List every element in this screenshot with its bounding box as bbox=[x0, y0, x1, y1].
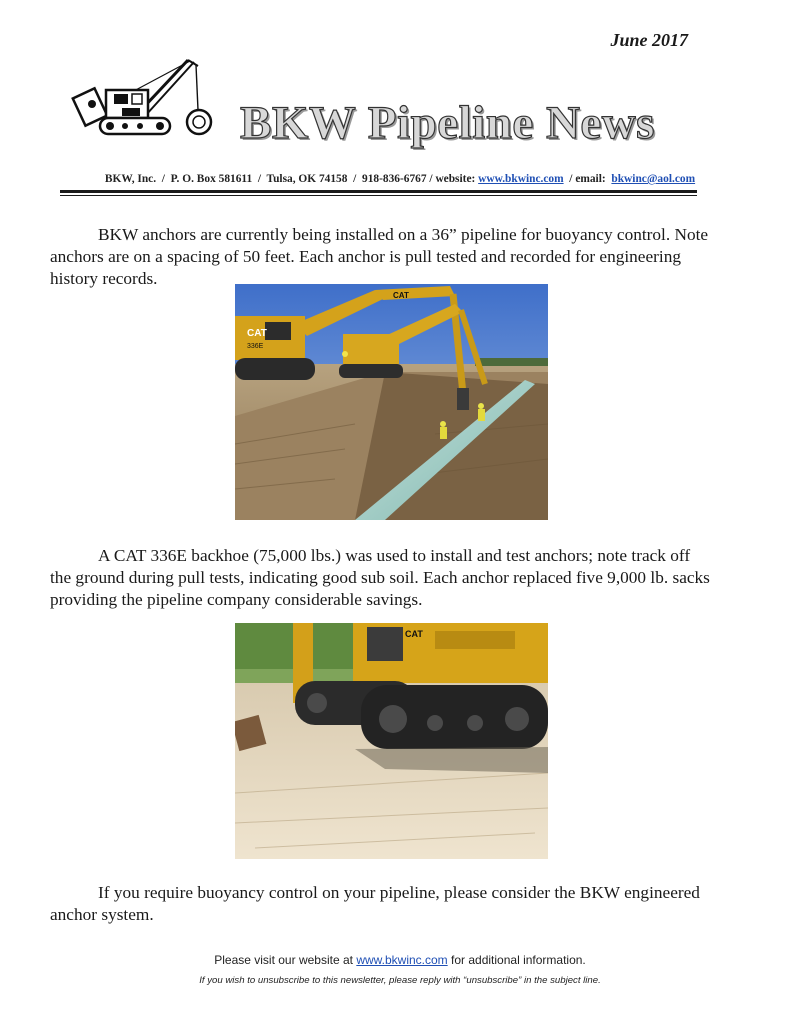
issue-date: June 2017 bbox=[610, 30, 688, 50]
footer-unsubscribe-notice: If you wish to unsubscribe to this newsletter, please reply with “unsubscribe” in the subject line. bbox=[199, 975, 601, 986]
paragraph-text: If you require buoyancy control on your pipeline, please consider the BKW engineered anchor system. bbox=[50, 883, 700, 924]
phone-number: 918-836-6767 bbox=[362, 173, 427, 185]
photo1-boom-brand-label: CAT bbox=[393, 291, 409, 300]
photo1-brand-label: CAT bbox=[247, 328, 267, 339]
photo1-model-label: 336E bbox=[247, 343, 264, 350]
contact-line: BKW, Inc. / P. O. Box 581611 / Tulsa, OK 74158 / 918-836-6767 / website: www.bkwinc.com / email: bkwinc@aol.com bbox=[104, 173, 696, 185]
po-box: P. O. Box 581611 bbox=[170, 173, 253, 185]
company-name: BKW, Inc. bbox=[104, 173, 157, 185]
paragraph-text: A CAT 336E backhoe (75,000 lbs.) was used to install and test anchors; note track off the ground during pull tests, indicating good sub soil. Each anchor replaced five 9,000 lb. sacks providing the pipeline company considerable savings. bbox=[50, 546, 710, 609]
backhoe-track-photo bbox=[235, 623, 548, 859]
article-paragraph-2 bbox=[50, 545, 710, 611]
photo2-brand-label: CAT bbox=[405, 629, 423, 639]
footer-visit-suffix: for additional information. bbox=[451, 953, 586, 967]
header-divider-thin bbox=[60, 195, 697, 196]
footer-website-notice bbox=[100, 953, 700, 967]
paragraph-text: BKW anchors are currently being installed on a 36” pipeline for buoyancy control. Note anchors are on a spacing of 50 feet. Each anchor is pull tested and recorded for engineering history records. bbox=[50, 225, 709, 288]
article-paragraph-1 bbox=[50, 224, 710, 290]
newsletter-title: BKW Pipeline News bbox=[240, 97, 655, 149]
email-label: email: bbox=[575, 173, 606, 185]
website-link[interactable]: www.bkwinc.com bbox=[478, 173, 564, 185]
pipeline-installation-photo bbox=[235, 284, 548, 520]
header-divider-thick bbox=[60, 190, 697, 193]
footer-visit-prefix: Please visit our website at bbox=[214, 953, 353, 967]
pipelayer-logo-icon bbox=[70, 52, 220, 144]
website-label: website: bbox=[435, 173, 476, 185]
article-paragraph-3 bbox=[50, 882, 710, 926]
city-state-zip: Tulsa, OK 74158 bbox=[266, 173, 348, 185]
footer-website-link[interactable]: www.bkwinc.com bbox=[356, 953, 448, 967]
email-link[interactable]: bkwinc@aol.com bbox=[611, 173, 696, 185]
